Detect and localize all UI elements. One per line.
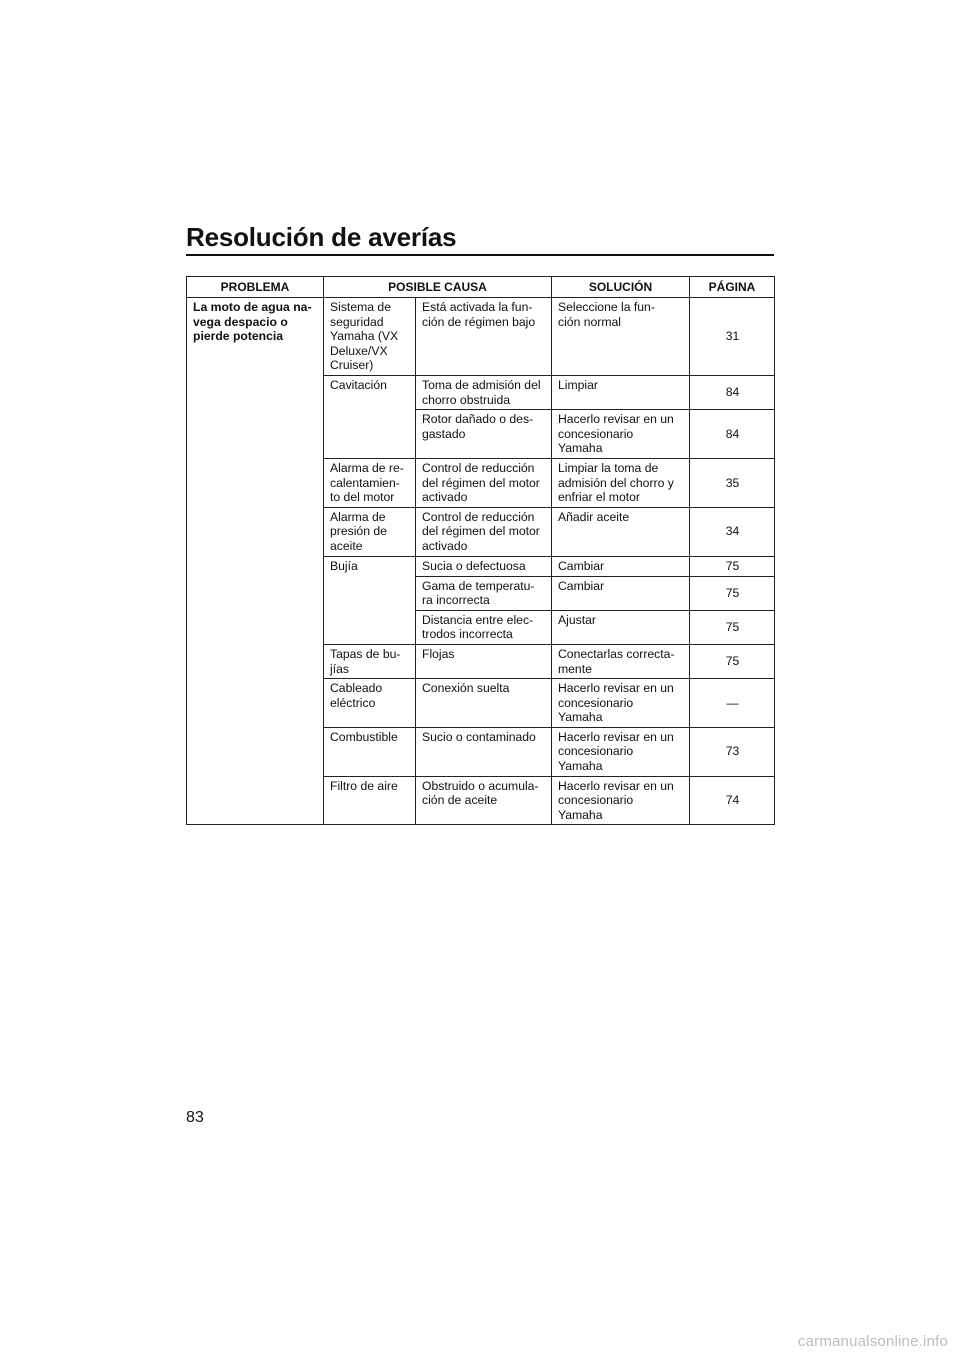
solution-cell: Hacerlo revisar en un concesionario Yamaha xyxy=(552,727,690,776)
cause-detail-cell: Control de reducción del régimen del motor activado xyxy=(416,507,552,556)
header-cause: POSIBLE CAUSA xyxy=(324,277,552,298)
header-page: PÁGINA xyxy=(690,277,775,298)
solution-cell: Añadir aceite xyxy=(552,507,690,556)
page-cell: 34 xyxy=(690,507,775,556)
watermark: carmanualsonline.info xyxy=(797,1333,948,1350)
solution-cell: Limpiar xyxy=(552,376,690,410)
problem-cell: La moto de agua na- vega despacio o pierde potencia xyxy=(187,298,324,825)
solution-cell: Cambiar xyxy=(552,556,690,576)
solution-cell: Hacerlo revisar en un concesionario Yamaha xyxy=(552,679,690,728)
page-cell: 75 xyxy=(690,556,775,576)
cause-cell: Combustible xyxy=(324,727,416,776)
cause-detail-cell: Sucio o contaminado xyxy=(416,727,552,776)
page-cell: 84 xyxy=(690,376,775,410)
title-rule xyxy=(186,254,774,256)
cause-detail-cell: Gama de temperatu- ra incorrecta xyxy=(416,576,552,610)
page-cell: 74 xyxy=(690,776,775,825)
cause-detail-cell: Distancia entre elec- trodos incorrecta xyxy=(416,610,552,644)
table-row xyxy=(187,298,775,376)
cause-detail-cell: Flojas xyxy=(416,644,552,678)
page-cell: — xyxy=(690,679,775,728)
cause-cell: Sistema de seguridad Yamaha (VX Deluxe/VX Cruiser) xyxy=(324,298,416,376)
page-cell: 75 xyxy=(690,644,775,678)
solution-cell: Cambiar xyxy=(552,576,690,610)
table-header-row xyxy=(187,277,775,298)
solution-cell: Hacerlo revisar en un concesionario Yamaha xyxy=(552,776,690,825)
page-cell: 84 xyxy=(690,410,775,459)
solution-cell: Seleccione la fun- ción normal xyxy=(552,298,690,376)
page-cell: 75 xyxy=(690,576,775,610)
cause-cell: Cavitación xyxy=(324,376,416,459)
cause-cell: Bujía xyxy=(324,556,416,644)
page-cell: 75 xyxy=(690,610,775,644)
cause-detail-cell: Está activada la fun- ción de régimen bajo xyxy=(416,298,552,376)
cause-detail-cell: Rotor dañado o des- gastado xyxy=(416,410,552,459)
cause-detail-cell: Control de reducción del régimen del motor activado xyxy=(416,458,552,507)
cause-detail-cell: Conexión suelta xyxy=(416,679,552,728)
solution-cell: Conectarlas correcta- mente xyxy=(552,644,690,678)
cause-cell: Alarma de presión de aceite xyxy=(324,507,416,556)
page-cell: 35 xyxy=(690,458,775,507)
cause-detail-cell: Obstruido o acumula- ción de aceite xyxy=(416,776,552,825)
cause-cell: Alarma de re- calentamien- to del motor xyxy=(324,458,416,507)
cause-detail-cell: Sucia o defectuosa xyxy=(416,556,552,576)
solution-cell: Ajustar xyxy=(552,610,690,644)
cause-cell: Tapas de bu- jías xyxy=(324,644,416,678)
page-cell: 31 xyxy=(690,298,775,376)
cause-detail-cell: Toma de admisión del chorro obstruida xyxy=(416,376,552,410)
page-number: 83 xyxy=(186,1109,204,1126)
cause-cell: Cableado eléctrico xyxy=(324,679,416,728)
solution-cell: Hacerlo revisar en un concesionario Yamaha xyxy=(552,410,690,459)
header-problem: PROBLEMA xyxy=(187,277,324,298)
page-title: Resolución de averías xyxy=(186,222,457,252)
header-solution: SOLUCIÓN xyxy=(552,277,690,298)
cause-cell: Filtro de aire xyxy=(324,776,416,825)
troubleshooting-table xyxy=(186,276,775,825)
page-cell: 73 xyxy=(690,727,775,776)
solution-cell: Limpiar la toma de admisión del chorro y enfriar el motor xyxy=(552,458,690,507)
